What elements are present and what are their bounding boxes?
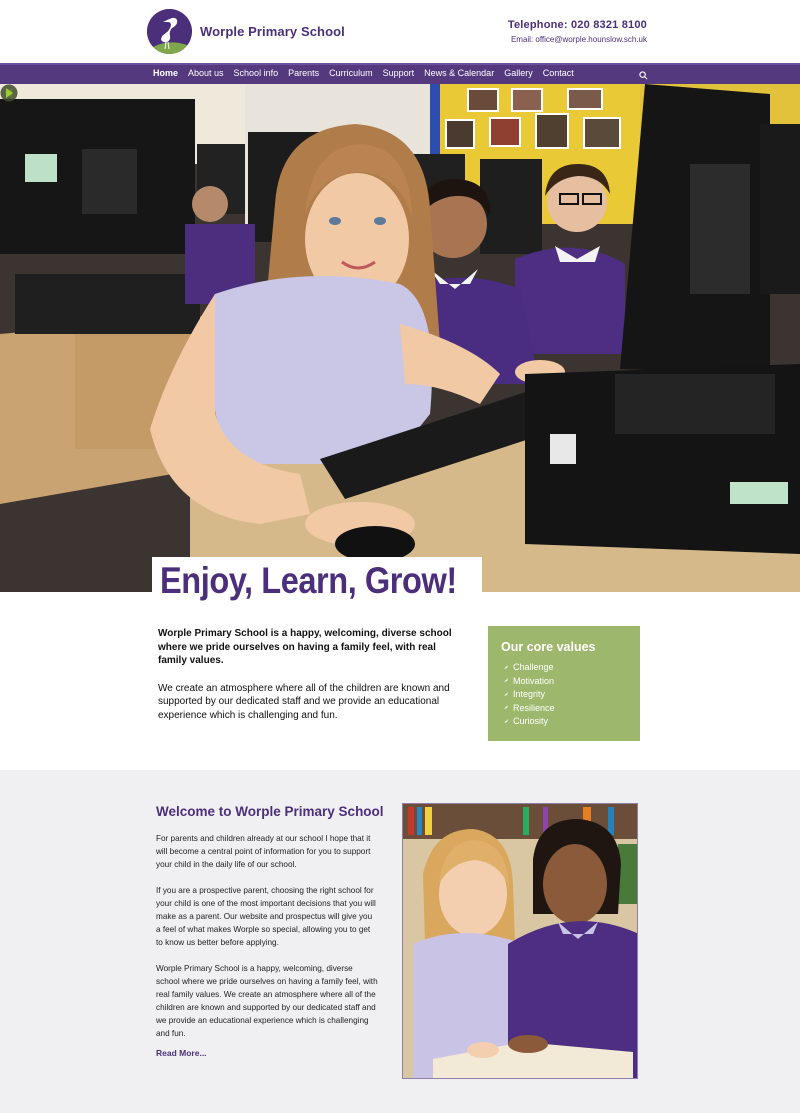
quill-icon xyxy=(501,677,509,685)
core-value-label: Challenge xyxy=(513,662,554,672)
nav-item-parents[interactable]: Parents xyxy=(288,68,320,78)
nav-item-news-calendar[interactable]: News & Calendar xyxy=(424,68,495,78)
welcome-paragraph: If you are a prospective parent, choosing the right school for your child is one of the most important decisions that you will make as a parent. Our website and prospectus will give you a feel of what makes Worple so special, allowing you to get to know us better before applying. xyxy=(156,886,376,947)
welcome-text xyxy=(156,832,378,1053)
main-nav xyxy=(0,63,800,84)
welcome-paragraph: For parents and children already at our school I hope that it will become a central point of information for you to support your child in the daily life of our school. xyxy=(156,834,371,869)
email[interactable]: Email: office@worple.hounslow.sch.uk xyxy=(510,35,647,44)
core-value-item xyxy=(501,715,640,729)
hero-tagline: Enjoy, Learn, Grow! xyxy=(160,560,457,601)
core-value-label: Resilience xyxy=(513,702,555,713)
school-name[interactable]: Worple Primary School xyxy=(200,24,345,39)
school-logo-icon[interactable] xyxy=(147,9,192,54)
core-value-item xyxy=(501,702,640,716)
nav-item-gallery[interactable]: Gallery xyxy=(504,68,533,78)
quill-icon xyxy=(501,664,509,672)
core-value-label: Integrity xyxy=(513,689,546,699)
nav-item-about-us[interactable]: About us xyxy=(188,68,224,78)
contact-info xyxy=(508,19,647,44)
arrow-right-icon[interactable] xyxy=(0,84,18,102)
welcome-section xyxy=(0,770,800,1113)
hero-slider xyxy=(0,84,800,592)
core-value-label: Curiosity xyxy=(513,716,549,726)
quill-icon xyxy=(501,691,509,699)
intro-body: We create an atmosphere where all of the children are known and supported by our dedicated staff and we provide an educational experience which is challenging and fun. xyxy=(158,682,450,721)
core-value-item xyxy=(501,688,640,702)
welcome-paragraph: Worple Primary School is a happy, welcoming, diverse school where we pride ourselves on having a family feel, with real family values. We create an atmosphere where all of the children are known and supported by our dedicated staff and we provide an educational experience which is challenging and fun. xyxy=(156,964,378,1038)
nav-item-school-info[interactable]: School info xyxy=(233,68,279,78)
welcome-title: Welcome to Worple Primary School xyxy=(156,804,384,819)
welcome-photo xyxy=(402,803,638,1079)
search-icon[interactable] xyxy=(639,71,648,80)
core-value-item xyxy=(501,675,640,689)
core-values-title: Our core values xyxy=(501,640,596,654)
intro-lead: Worple Primary School is a happy, welcoming, diverse school where we pride ourselves on having a family feel, with real family values. xyxy=(158,628,452,666)
nav-item-home[interactable]: Home xyxy=(153,68,179,78)
site-header xyxy=(0,0,800,63)
quill-icon xyxy=(501,704,509,712)
nav-item-curriculum[interactable]: Curriculum xyxy=(329,68,373,78)
intro-text xyxy=(158,627,458,722)
nav-item-support[interactable]: Support xyxy=(382,68,415,78)
read-more-link[interactable]: Read More... xyxy=(156,1048,207,1058)
core-value-label: Motivation xyxy=(513,675,555,686)
telephone[interactable]: Telephone: 020 8321 8100 xyxy=(507,19,647,31)
hero-photo xyxy=(0,84,800,592)
core-value-item xyxy=(501,661,640,675)
core-values-box xyxy=(488,626,640,741)
quill-icon xyxy=(501,718,509,726)
nav-item-contact[interactable]: Contact xyxy=(542,68,574,78)
